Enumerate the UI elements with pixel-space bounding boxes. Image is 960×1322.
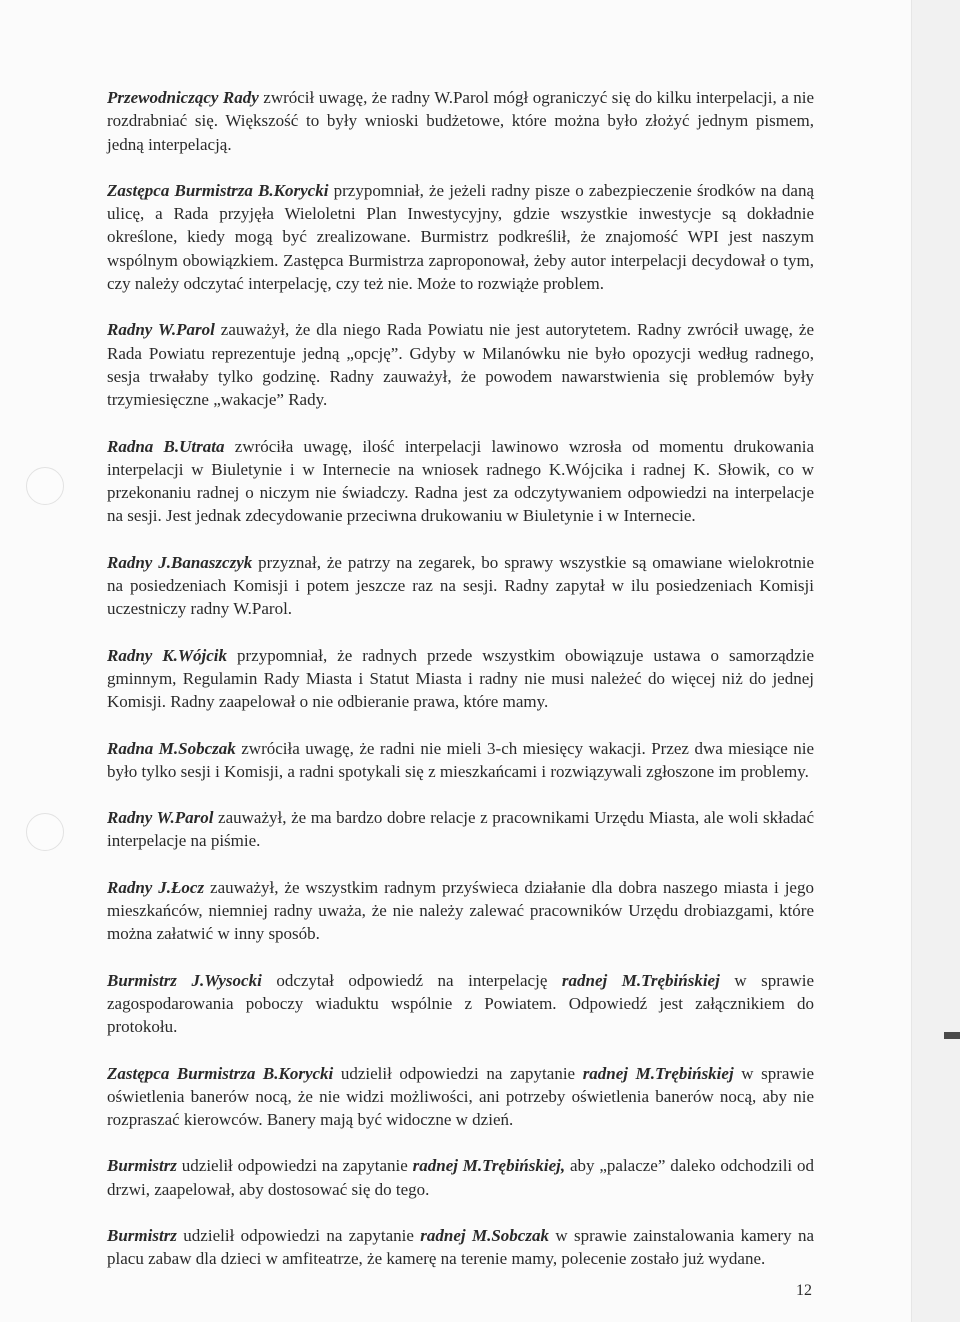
paragraph — [107, 86, 814, 156]
page-right-edge — [911, 0, 960, 1322]
paragraph — [107, 737, 814, 784]
paragraph-text: udzielił odpowiedzi na zapytanie — [176, 1225, 421, 1245]
paragraph — [107, 876, 814, 946]
speaker-name: Radny J.Banaszczyk — [107, 552, 253, 572]
paragraph-text: zwróciła uwagę, ilość interpelacji lawinowo wzrosła od momentu drukowania interpelacji w Biuletynie i w Internecie na wniosek radnego K.Wójcika i radnej K. Słowik, co w przekonaniu radnej o niczym nie świadczy. Radna jest za odczytywaniem odpowiedzi na interpelacje na sesji. Jest jednak zdecydowanie przeciwna drukowaniu w Biuletynie i w Internecie. — [107, 436, 814, 526]
speaker-name: Radny W.Parol — [107, 320, 215, 340]
speaker-name: Burmistrz — [107, 1225, 177, 1245]
paragraph — [107, 806, 814, 853]
speaker-name: Radny K.Wójcik — [107, 645, 228, 665]
speaker-name: Burmistrz J.Wysocki — [107, 970, 262, 990]
paragraph — [107, 551, 814, 621]
speaker-name: Radny W.Parol — [107, 808, 214, 828]
speaker-name: radnej M.Trębińskiej — [582, 1063, 734, 1083]
paragraph-text: aby „palacze” daleko odchodzili od drzwi, zaapelował, aby dostosować się do tego. — [107, 1156, 814, 1199]
paragraph-text: w sprawie oświetlenia banerów nocą, że nie widzi możliwości, ani potrzeby oświetlenia banerów nocą, aby nie rozpraszać kierowców. Banery mają być widoczne w dzień. — [107, 1063, 815, 1130]
paragraph-text: zauważył, że ma bardzo dobre relacje z pracownikami Urzędu Miasta, ale woli składać interpelacje na piśmie. — [107, 808, 815, 851]
paragraph-text: w sprawie zainstalowania kamery na placu zabaw dla dzieci w amfiteatrze, że kamerę na terenie mamy, polecenie zostało już wydane. — [107, 1225, 814, 1269]
paragraph-text: udzielił odpowiedzi na zapytanie — [333, 1063, 583, 1083]
paragraph — [107, 969, 814, 1039]
paragraph — [107, 1224, 814, 1271]
paragraph — [107, 318, 814, 411]
paragraph-text: udzielił odpowiedzi na zapytanie — [176, 1156, 413, 1176]
speaker-name: Radny J.Łocz — [107, 877, 205, 897]
punch-hole-lower — [26, 813, 64, 851]
page-number: 12 — [796, 1282, 812, 1299]
paragraph — [107, 1154, 814, 1201]
paragraph — [107, 435, 814, 528]
paragraph-text: przypomniał, że radnych przede wszystkim obowiązuje ustawa o samorządzie gminnym, Regulamin Rady Miasta i Statut Miasta i radny nie musi należeć do więcej niż do jednej Komisji. Radny zaapelował o nie odbieranie prawa, które mamy. — [107, 645, 814, 712]
edge-tab-marker — [944, 1032, 960, 1039]
speaker-name: Zastępca Burmistrza B.Korycki — [107, 1063, 334, 1083]
paragraph-text: w sprawie zagospodarowania poboczy wiaduktu wspólnie z Powiatem. Odpowiedź jest załącznikiem do protokołu. — [107, 970, 814, 1037]
speaker-name: Zastępca Burmistrza B.Korycki — [107, 180, 329, 200]
paragraph-text: zauważył, że dla niego Rada Powiatu nie jest autorytetem. Radny zwrócił uwagę, że Rada Powiatu reprezentuje jedną „opcję”. Gdyby w Milanówku nie było opozycji według radnego, sesja trwałaby tylko godzinę. Radny zauważył, że powodem nawarstwienia się problemów były trzymiesięczne „wakacje” Rady. — [107, 320, 814, 410]
punch-hole-upper — [26, 467, 64, 505]
paragraph — [107, 644, 814, 714]
speaker-name: Przewodniczący Rady — [107, 88, 259, 107]
speaker-name: Burmistrz — [107, 1156, 177, 1176]
speaker-name: radnej M.Trębińskiej, — [412, 1156, 566, 1176]
speaker-name: radnej M.Trębińskiej — [561, 970, 720, 990]
paragraph-text: zwróciła uwagę, że radni nie mieli 3-ch miesięcy wakacji. Przez dwa miesiące nie było tylko sesji i Komisji, a radni spotykali się z mieszkańcami i rozwiązywali zgłoszone im problemy. — [107, 738, 814, 781]
paragraph-text: odczytał odpowiedź na interpelację — [261, 970, 562, 990]
paragraph-text: zauważył, że wszystkim radnym przyświeca działanie dla dobra naszego miasta i jego mieszkańców, niemniej radny uważa, że nie należy zalewać pracowników Urzędu drobiazgami, które można załatwić w inny sposób. — [107, 877, 814, 944]
paragraph — [107, 1062, 814, 1132]
speaker-name: Radna B.Utrata — [107, 436, 225, 456]
speaker-name: radnej M.Sobczak — [420, 1225, 549, 1245]
paragraph — [107, 179, 814, 295]
paragraph-text: zwrócił uwagę, że radny W.Parol mógł ograniczyć się do kilku interpelacji, a nie rozdrabniać się. Większość to były wnioski budżetowe, które można było złożyć jednym pismem, jedną interpelacją. — [107, 88, 814, 154]
document-body — [107, 86, 814, 1294]
paragraph-text: przypomniał, że jeżeli radny pisze o zabezpieczenie środków na daną ulicę, a Rada przyjęła Wieloletni Plan Inwestycyjny, gdzie wszystkie inwestycje są dokładnie określone, kiedy mogą być zrealizowane. Burmistrz podkreślił, że znajomość WPI jest naszym wspólnym obowiązkiem. Zastępca Burmistrza zaproponował, żeby autor interpelacji decydował o tym, czy należy odczytać interpelację, czy też nie. Może to rozwiąże problem. — [107, 180, 815, 294]
paragraph-text: przyznał, że patrzy na zegarek, bo sprawy wszystkie są omawiane wielokrotnie na posiedzeniach Komisji i potem jeszcze raz na sesji. Radny zapytał w ilu posiedzeniach Komisji uczestniczy radny W.Parol. — [107, 552, 814, 619]
speaker-name: Radna M.Sobczak — [107, 738, 236, 758]
